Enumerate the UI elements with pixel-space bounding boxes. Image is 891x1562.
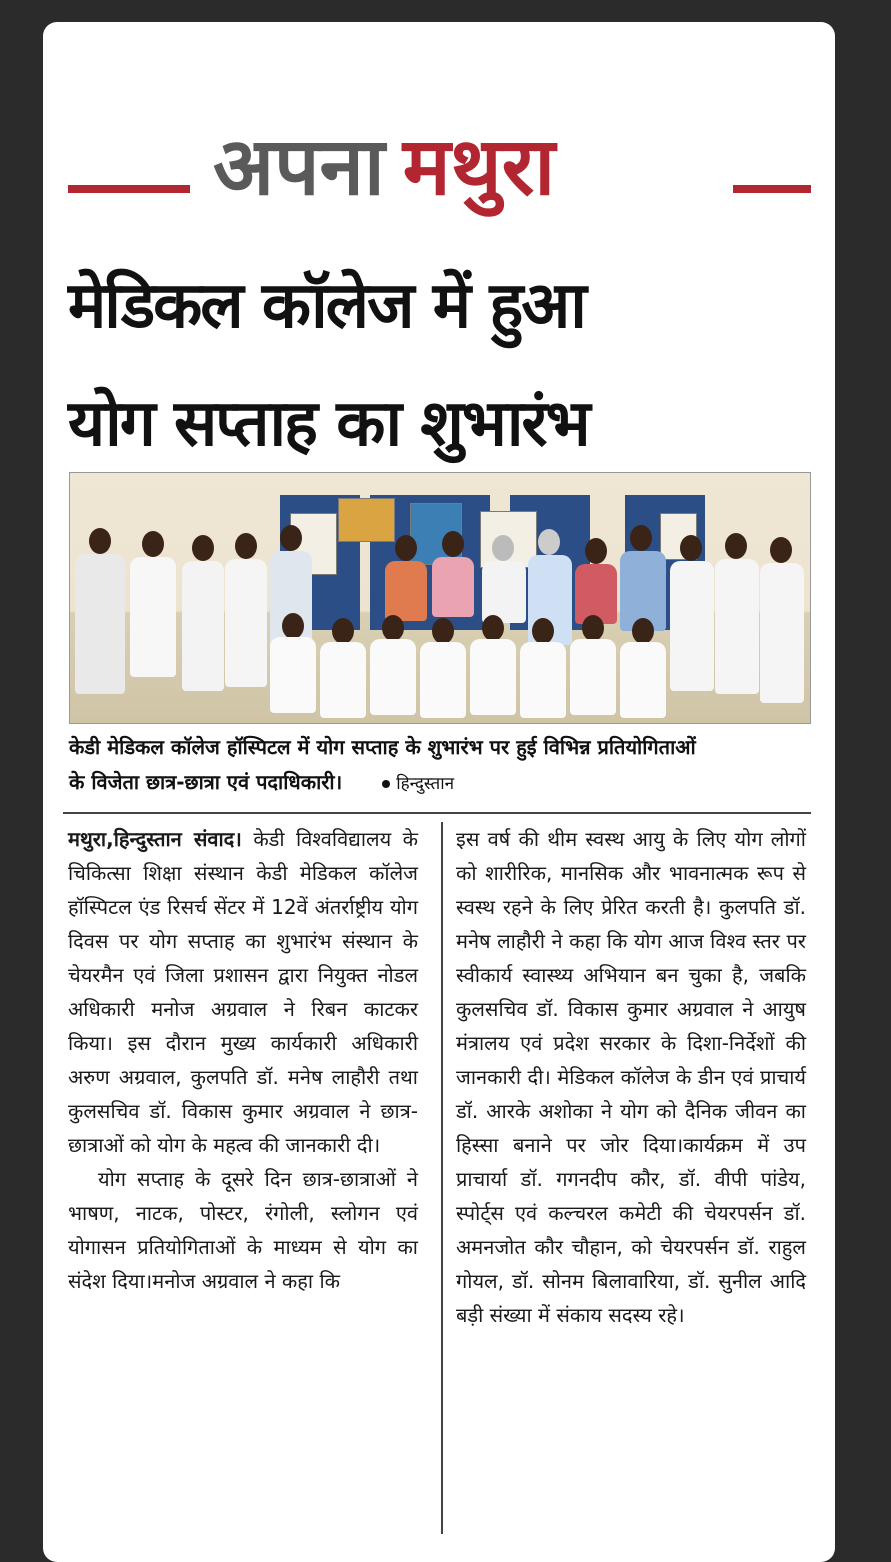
masthead <box>43 77 835 213</box>
caption-line-2 <box>69 765 819 802</box>
caption-line-2-text: के विजेता छात्र-छात्रा एवं पदाधिकारी। <box>69 770 343 794</box>
headline <box>68 247 818 483</box>
group-photo-image <box>69 472 811 724</box>
photo-credit-text: हिन्दुस्तान <box>396 774 455 794</box>
masthead-title <box>213 117 723 217</box>
caption-divider <box>63 812 811 814</box>
masthead-word-mathura: मथुरा <box>402 120 556 213</box>
headline-line-2: योग सप्ताह का शुभारंभ <box>68 387 589 461</box>
dateline: मथुरा,हिन्दुस्तान संवाद। <box>68 827 242 851</box>
newspaper-clipping <box>43 22 835 1562</box>
photo-caption <box>69 730 819 802</box>
masthead-rule-left <box>68 185 190 193</box>
column-divider <box>441 822 443 1534</box>
photo-credit <box>382 774 454 794</box>
article-column-right <box>456 822 806 1332</box>
masthead-word-apna: अपना <box>213 120 385 213</box>
article-column-left <box>68 822 418 1298</box>
article-paragraph <box>68 822 418 1162</box>
masthead-rule-right <box>733 185 811 193</box>
poster <box>338 498 395 542</box>
article-paragraph: इस वर्ष की थीम स्वस्थ आयु के लिए योग लोगों को शारीरिक, मानसिक और भावनात्मक रूप से स्वस्थ रहने के लिए प्रेरित करती है। कुलपति डॉ. मनेष लाहौरी ने कहा कि योग आज विश्व स्तर पर स्वीकार्य स्वास्थ्य अभियान बन चुका है, जबकि कुलसचिव डॉ. विकास कुमार अग्रवाल ने आयुष मंत्रालय एवं प्रदेश सरकार के दिशा-निर्देशों की जानकारी दी। मेडिकल कॉलेज के डीन एवं प्राचार्य डॉ. आरके अशोका ने योग को दैनिक जीवन का हिस्सा बनाने पर जोर दिया।कार्यक्रम में उप प्राचार्या डॉ. गगनदीप कौर, डॉ. वीपी पांडेय, स्पोर्ट्स एवं कल्चरल कमेटी की चेयरपर्सन डॉ. अमनजोत कौर चौहान, को चेयरपर्सन डॉ. राहुल गोयल, डॉ. सोनम बिलावारिया, डॉ. सुनील आदि बड़ी संख्या में संकाय सदस्य रहे। <box>456 827 806 1327</box>
caption-line-1: केडी मेडिकल कॉलेज हॉस्पिटल में योग सप्ताह के शुभारंभ पर हुई विभिन्न प्रतियोगिताओं <box>69 735 696 759</box>
article-paragraph: योग सप्ताह के दूसरे दिन छात्र-छात्राओं ने भाषण, नाटक, पोस्टर, रंगोली, स्लोगन एवं योगासन प्रतियोगिताओं के माध्यम से योग का संदेश दिया।मनोज अग्रवाल ने कहा कि <box>68 1167 418 1293</box>
bullet-icon <box>382 780 390 788</box>
headline-line-1: मेडिकल कॉलेज में हुआ <box>68 269 585 343</box>
article-text: केडी विश्वविद्यालय के चिकित्सा शिक्षा संस्थान केडी मेडिकल कॉलेज हॉस्पिटल एंड रिसर्च सेंटर में 12वें अंतर्राष्ट्रीय योग दिवस पर योग सप्ताह का शुभारंभ संस्थान के चेयरमैन एवं जिला प्रशासन द्वारा नियुक्त नोडल अधिकारी मनोज अग्रवाल ने रिबन काटकर किया। इस दौरान मुख्य कार्यकारी अधिकारी अरुण अग्रवाल, कुलपति डॉ. मनेष लाहौरी तथा कुलसचिव डॉ. विकास कुमार अग्रवाल ने छात्र-छात्राओं को योग के महत्व की जानकारी दी। <box>68 827 418 1157</box>
